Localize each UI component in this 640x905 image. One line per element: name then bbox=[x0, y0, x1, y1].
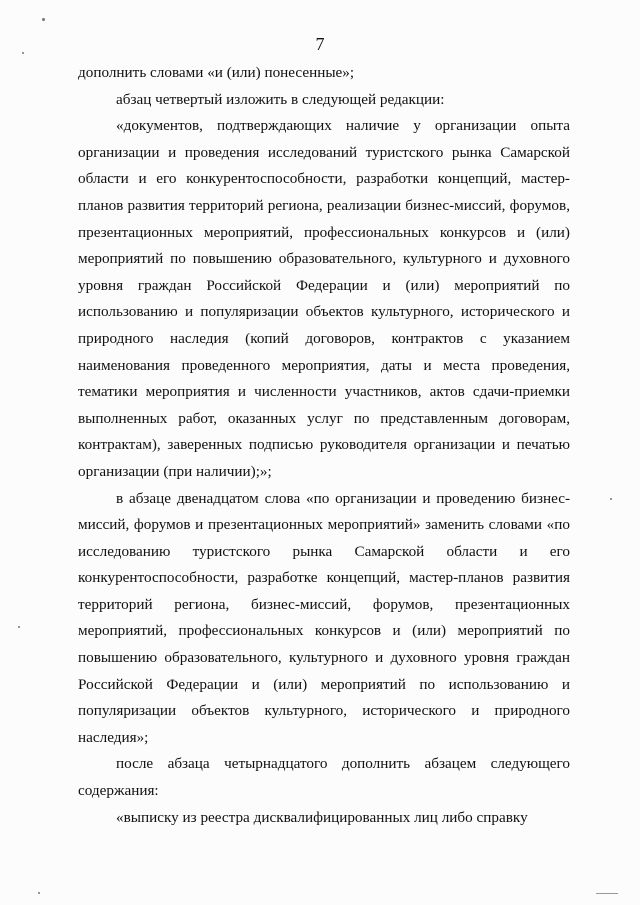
scan-speck bbox=[38, 892, 40, 894]
scan-speck bbox=[18, 626, 20, 628]
paragraph-4: в абзаце двенадцатом слова «по организации и проведению бизнес-миссий, форумов и презентационных мероприятий» заменить словами «по исследованию туристского рынка Самарской области и его конкурентоспособности, разработке концепций, мастер-планов развития территорий региона, бизнес-миссий, форумов, презентационных мероприятий, профессиональных конкурсов и (или) мероприятий по повышению образовательного, культурного и духовного уровня граждан Российской Федерации и (или) мероприятий по использованию и популяризации объектов культурного, исторического и природного наследия»; bbox=[78, 489, 570, 746]
paragraph-3: «документов, подтверждающих наличие у организации опыта организации и проведения исследований туристского рынка Самарской области и его конкурентоспособности, разработки концепций, мастер-планов развития территорий региона, реализации бизнес-миссий, форумов, презентационных мероприятий, профессиональных конкурсов и (или) мероприятий по повышению образовательного, культурного и духовного уровня граждан Российской Федерации и (или) мероприятий по использованию и популяризации объектов культурного, исторического и природного наследия (копий договоров, контрактов с указанием наименования проведенного мероприятия, даты и места проведения, тематики мероприятия и численности участников, актов сдачи-приемки выполненных работ, оказанных услуг по представленным договорам, контрактам), заверенных подписью руководителя организации и печатью организации (при наличии);»; bbox=[78, 117, 570, 480]
scan-speck bbox=[42, 18, 45, 21]
scan-speck bbox=[22, 52, 24, 54]
paragraph-6: «выписку из реестра дисквалифицированных лиц либо справку bbox=[116, 808, 528, 826]
scan-speck bbox=[610, 498, 612, 500]
scan-speck bbox=[596, 893, 618, 894]
paragraph-1: дополнить словами «и (или) понесенные»; bbox=[78, 64, 355, 81]
paragraph-5: после абзаца четырнадцатого дополнить абзацем следующего содержания: bbox=[78, 755, 570, 800]
document-body bbox=[78, 60, 570, 831]
paragraph-2: абзац четвертый изложить в следующей редакции: bbox=[116, 90, 445, 108]
page-number: 7 bbox=[315, 34, 325, 54]
